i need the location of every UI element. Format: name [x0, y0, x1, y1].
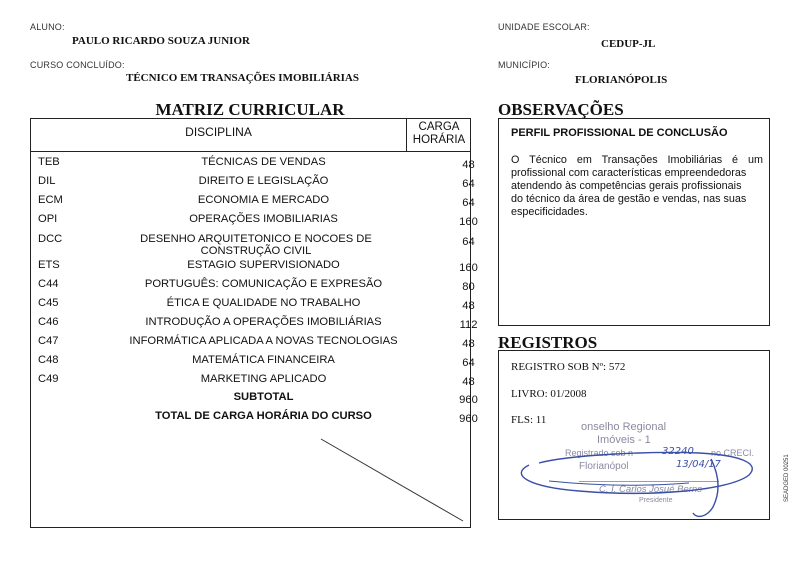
- row-code: DCC: [38, 233, 63, 245]
- row-code: ETS: [38, 259, 60, 271]
- row-hours: 48: [462, 338, 475, 350]
- side-code: SEADGED 00251: [784, 454, 790, 502]
- row-hours: 112: [459, 319, 478, 331]
- row-hours: 64: [462, 236, 475, 248]
- row-code: C48: [38, 354, 59, 366]
- col-carga-line1: CARGA: [418, 121, 460, 133]
- stamp-line6: Presidente: [639, 497, 673, 504]
- registros-title: REGISTROS: [498, 333, 598, 352]
- row-code: C47: [38, 335, 59, 347]
- row-discipline: INFORMÁTICA APLICADA A NOVAS TECNOLOGIAS: [129, 335, 398, 347]
- row-hours: 48: [462, 159, 475, 171]
- col-disciplina-header: DISCIPLINA: [185, 125, 252, 139]
- row-discipline: ECONOMIA E MERCADO: [197, 194, 330, 206]
- registro-number: REGISTRO SOB Nº: 572: [511, 361, 626, 373]
- col-carga-line2: HORÁRIA: [412, 134, 466, 146]
- row-discipline: INTRODUÇÃO A OPERAÇÕES IMOBILIÁRIAS: [145, 316, 382, 328]
- row-code: C45: [38, 297, 59, 309]
- row-hours: 48: [462, 376, 475, 388]
- hand-date: 13/04/17: [676, 459, 721, 470]
- row-discipline: PORTUGUÊS: COMUNICAÇÃO E EXPRESÃO: [144, 278, 383, 290]
- registro-livro: LIVRO: 01/2008: [511, 388, 587, 400]
- obs-line: atendendo às competências gerais profissionais: [511, 180, 742, 192]
- unidade-value: CEDUP-JL: [601, 38, 656, 50]
- row-code: C49: [38, 373, 59, 385]
- stamp-line1: onselho Regional: [581, 421, 667, 433]
- row-code: ECM: [38, 194, 63, 206]
- row-hours: 160: [459, 262, 478, 274]
- row-hours: 64: [462, 357, 475, 369]
- row-code: TEB: [38, 156, 60, 168]
- curso-value: TÉCNICO EM TRANSAÇÕES IMOBILIÁRIAS: [126, 72, 359, 84]
- row-code: C46: [38, 316, 59, 328]
- row-hours: 64: [462, 197, 475, 209]
- observacoes-text: [511, 154, 763, 219]
- total-label: TOTAL DE CARGA HORÁRIA DO CURSO: [155, 410, 372, 422]
- row-hours: 80: [462, 281, 475, 293]
- row-discipline: ESTAGIO SUPERVISIONADO: [187, 259, 340, 271]
- stamp-line5: C. I. Carlos Josué Berns: [599, 484, 702, 495]
- aluno-label: ALUNO:: [30, 22, 65, 32]
- observacoes-box: [498, 118, 770, 326]
- row-discipline: TÉCNICAS DE VENDAS: [201, 156, 326, 168]
- row-hours: 160: [459, 216, 478, 228]
- registro-fls: FLS: 11: [511, 414, 547, 426]
- registros-box: [498, 350, 770, 520]
- row-code: DIL: [38, 175, 56, 187]
- subtotal-value: 960: [459, 394, 478, 406]
- row-hours: 64: [462, 178, 475, 190]
- row-discipline: DESENHO ARQUITETONICO E NOCOES DE CONSTRUÇÃO CIVIL: [140, 233, 372, 257]
- obs-line: O Técnico em Transações Imobiliárias é um: [511, 154, 763, 166]
- row-discipline: ÉTICA E QUALIDADE NO TRABALHO: [166, 297, 361, 309]
- row-discipline: MARKETING APLICADO: [200, 373, 327, 385]
- row-discipline: MATEMÁTICA FINANCEIRA: [192, 354, 335, 366]
- aluno-value: PAULO RICARDO SOUZA JUNIOR: [72, 35, 250, 47]
- row-code: OPI: [38, 213, 58, 225]
- row-code: C44: [38, 278, 59, 290]
- curso-label: CURSO CONCLUÍDO:: [30, 60, 125, 70]
- pen-signature-icon: [499, 351, 771, 521]
- stamp-line4: Florianópol: [579, 461, 629, 472]
- cancel-diagonal-line: [31, 119, 472, 529]
- row-discipline: DIREITO E LEGISLAÇÃO: [198, 175, 329, 187]
- stamp-line3: Registrado sob n: [565, 448, 634, 458]
- observacoes-subtitle: PERFIL PROFISSIONAL DE CONCLUSÃO: [511, 127, 728, 139]
- stamp-line2: Imóveis - 1: [597, 434, 651, 446]
- total-value: 960: [459, 413, 478, 425]
- matriz-title: MATRIZ CURRICULAR: [155, 100, 345, 119]
- row-hours: 48: [462, 300, 475, 312]
- municipio-value: FLORIANÓPOLIS: [575, 74, 668, 86]
- municipio-label: MUNICÍPIO:: [498, 60, 551, 70]
- obs-line: do técnico da área de gestão e vendas, nas suas: [511, 193, 747, 205]
- matriz-table: [30, 118, 478, 528]
- row-discipline: OPERAÇÕES IMOBILIARIAS: [189, 213, 338, 225]
- stamp-line3b: no CRECI.: [711, 448, 755, 458]
- hand-number: 32240: [662, 446, 694, 457]
- obs-line: profissional com características empreendedoras: [511, 167, 747, 179]
- observacoes-title: OBSERVAÇÕES: [498, 100, 624, 119]
- subtotal-label: SUBTOTAL: [233, 391, 294, 403]
- unidade-label: UNIDADE ESCOLAR:: [498, 22, 590, 32]
- obs-line: especificidades.: [511, 206, 588, 218]
